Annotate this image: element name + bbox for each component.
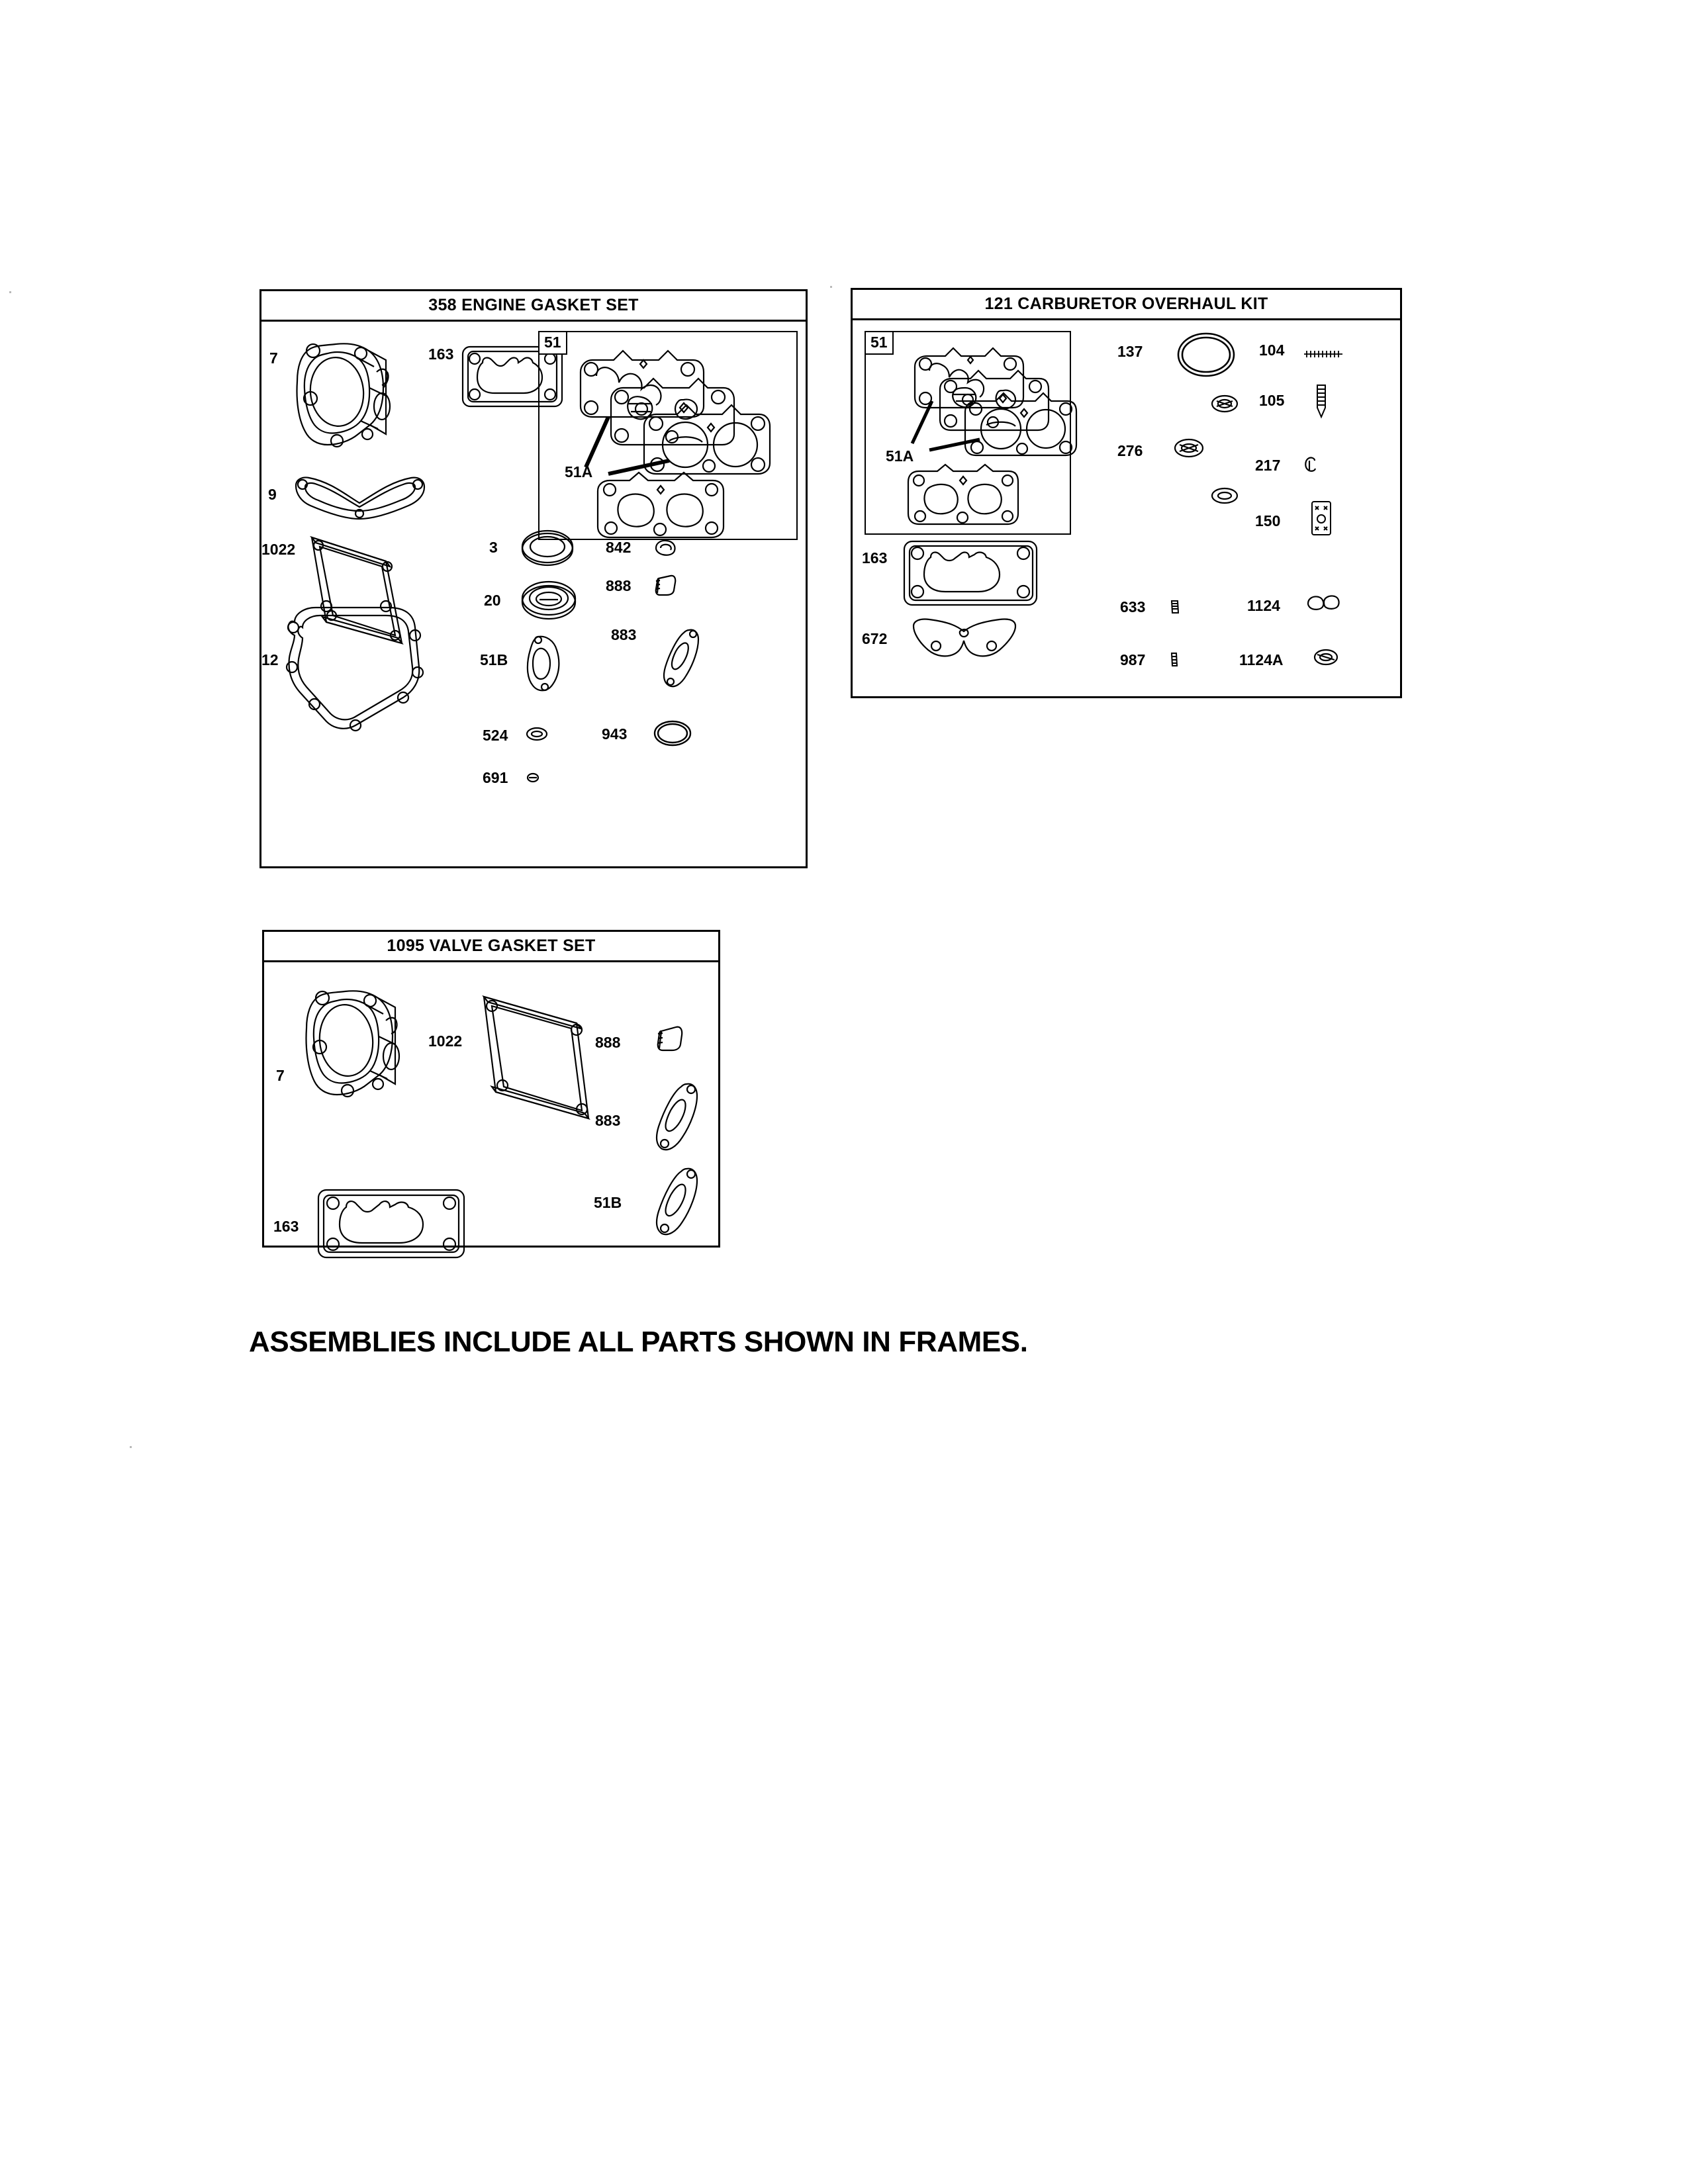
part-art-rocker-cover-gasket-valve: [477, 991, 596, 1124]
part-label-7-valve: 7: [276, 1067, 285, 1084]
part-label-163: 163: [428, 345, 454, 363]
part-art-cylinder-head-gasket-valve: [296, 982, 422, 1115]
part-label-888: 888: [606, 577, 632, 594]
part-label-883: 883: [611, 626, 637, 643]
part-art-breather-grommet-valve: [653, 1024, 685, 1054]
part-art-intake-manifold-gasket-valve: [316, 1185, 468, 1264]
part-art-seal-single: [1312, 647, 1340, 667]
part-label-987: 987: [1120, 651, 1146, 668]
footer-note: ASSEMBLIES INCLUDE ALL PARTS SHOWN IN FRAMES.: [249, 1326, 1028, 1358]
part-art-oil-seal-small: [518, 577, 579, 626]
part-label-150: 150: [1255, 512, 1281, 529]
panel-title-text: 358 ENGINE GASKET SET: [428, 296, 639, 314]
callout-leader-51a-carb: [899, 398, 1031, 465]
part-label-943: 943: [602, 725, 628, 743]
panel-body: [264, 962, 718, 1246]
part-label-888-valve: 888: [595, 1034, 621, 1051]
part-art-crankcase-cover-gasket: [277, 598, 430, 731]
part-art-spring: [1301, 348, 1345, 360]
part-art-pin: [1168, 651, 1181, 668]
part-art-needle-valve: [1311, 381, 1332, 421]
part-label-51a: 51A: [565, 463, 593, 480]
panel-carburetor-overhaul-kit: [851, 288, 1402, 698]
part-art-seal-washer-upper: [1210, 393, 1239, 414]
part-label-7: 7: [269, 349, 278, 367]
part-label-12: 12: [261, 651, 279, 668]
part-label-9: 9: [268, 486, 277, 503]
part-label-51b: 51B: [480, 651, 508, 668]
panel-body: [261, 322, 806, 866]
panel-body: [853, 320, 1400, 696]
part-label-633: 633: [1120, 598, 1146, 615]
subframe-51-carb: [865, 331, 1071, 535]
part-art-cylinder-head-gasket: [287, 335, 412, 461]
panel-title-bar: [261, 291, 806, 322]
part-art-diaphragm-plate: [1308, 499, 1335, 537]
panel-title-text: 1095 VALVE GASKET SET: [387, 936, 596, 955]
part-label-1124a: 1124A: [1239, 651, 1284, 668]
part-art-seal-washer-lower: [1210, 486, 1239, 506]
part-art-intake-manifold-gasket-carb: [902, 537, 1041, 612]
panel-engine-gasket-set: [259, 289, 808, 868]
part-art-seal-ring: [652, 537, 679, 557]
part-label-691: 691: [483, 769, 508, 786]
part-label-163-carb: 163: [862, 549, 888, 567]
part-art-intake-port-gasket-valve: [653, 1081, 702, 1156]
part-label-524: 524: [483, 727, 508, 744]
part-label-672: 672: [862, 630, 888, 647]
part-art-head-gasket-lower: [592, 473, 730, 543]
part-label-3: 3: [489, 539, 498, 556]
subframe-tag-51: 51: [538, 331, 567, 355]
part-art-seal-pair: [1305, 593, 1341, 613]
registration-speck: [830, 286, 832, 288]
part-art-o-ring-large: [652, 719, 693, 748]
part-label-276: 276: [1117, 442, 1143, 459]
panel-valve-gasket-set: [262, 930, 720, 1248]
part-label-20: 20: [484, 592, 501, 609]
part-label-104: 104: [1259, 341, 1285, 359]
registration-speck: [130, 1446, 132, 1448]
part-art-clip: [1301, 455, 1320, 474]
part-art-head-gasket-lower-carb: [903, 465, 1025, 528]
part-art-jet: [1168, 598, 1182, 615]
part-art-exhaust-gasket-valve: [653, 1166, 702, 1240]
panel-title-bar: [853, 290, 1400, 320]
part-label-51a-carb: 51A: [886, 447, 914, 465]
part-art-air-cleaner-gasket: [907, 617, 1021, 667]
part-label-51b-valve: 51B: [594, 1194, 622, 1211]
part-art-oil-seal-large: [518, 525, 577, 572]
part-label-1124: 1124: [1247, 597, 1280, 614]
part-label-842: 842: [606, 539, 632, 556]
part-art-o-ring-small: [525, 725, 549, 743]
part-art-valve-cover-gasket: [291, 473, 430, 525]
part-art-washer: [525, 770, 542, 785]
part-art-breather-grommet: [652, 573, 679, 598]
part-label-217: 217: [1255, 457, 1281, 474]
subframe-tag-51-carb: 51: [865, 331, 894, 355]
part-label-105: 105: [1259, 392, 1285, 409]
part-art-float-bowl-gasket: [1174, 330, 1238, 380]
panel-title-text: 121 CARBURETOR OVERHAUL KIT: [984, 295, 1268, 313]
part-label-1022: 1022: [261, 541, 296, 558]
part-art-exhaust-gasket: [524, 634, 566, 694]
part-label-137: 137: [1117, 343, 1143, 360]
part-label-883-valve: 883: [595, 1112, 621, 1129]
part-art-seal-washer: [1173, 437, 1205, 459]
part-label-163-valve: 163: [273, 1218, 299, 1235]
panel-title-bar: [264, 932, 718, 962]
part-art-intake-port-gasket: [660, 627, 704, 691]
subframe-51: [538, 331, 798, 540]
registration-speck: [9, 291, 11, 293]
part-label-1022-valve: 1022: [428, 1032, 463, 1050]
